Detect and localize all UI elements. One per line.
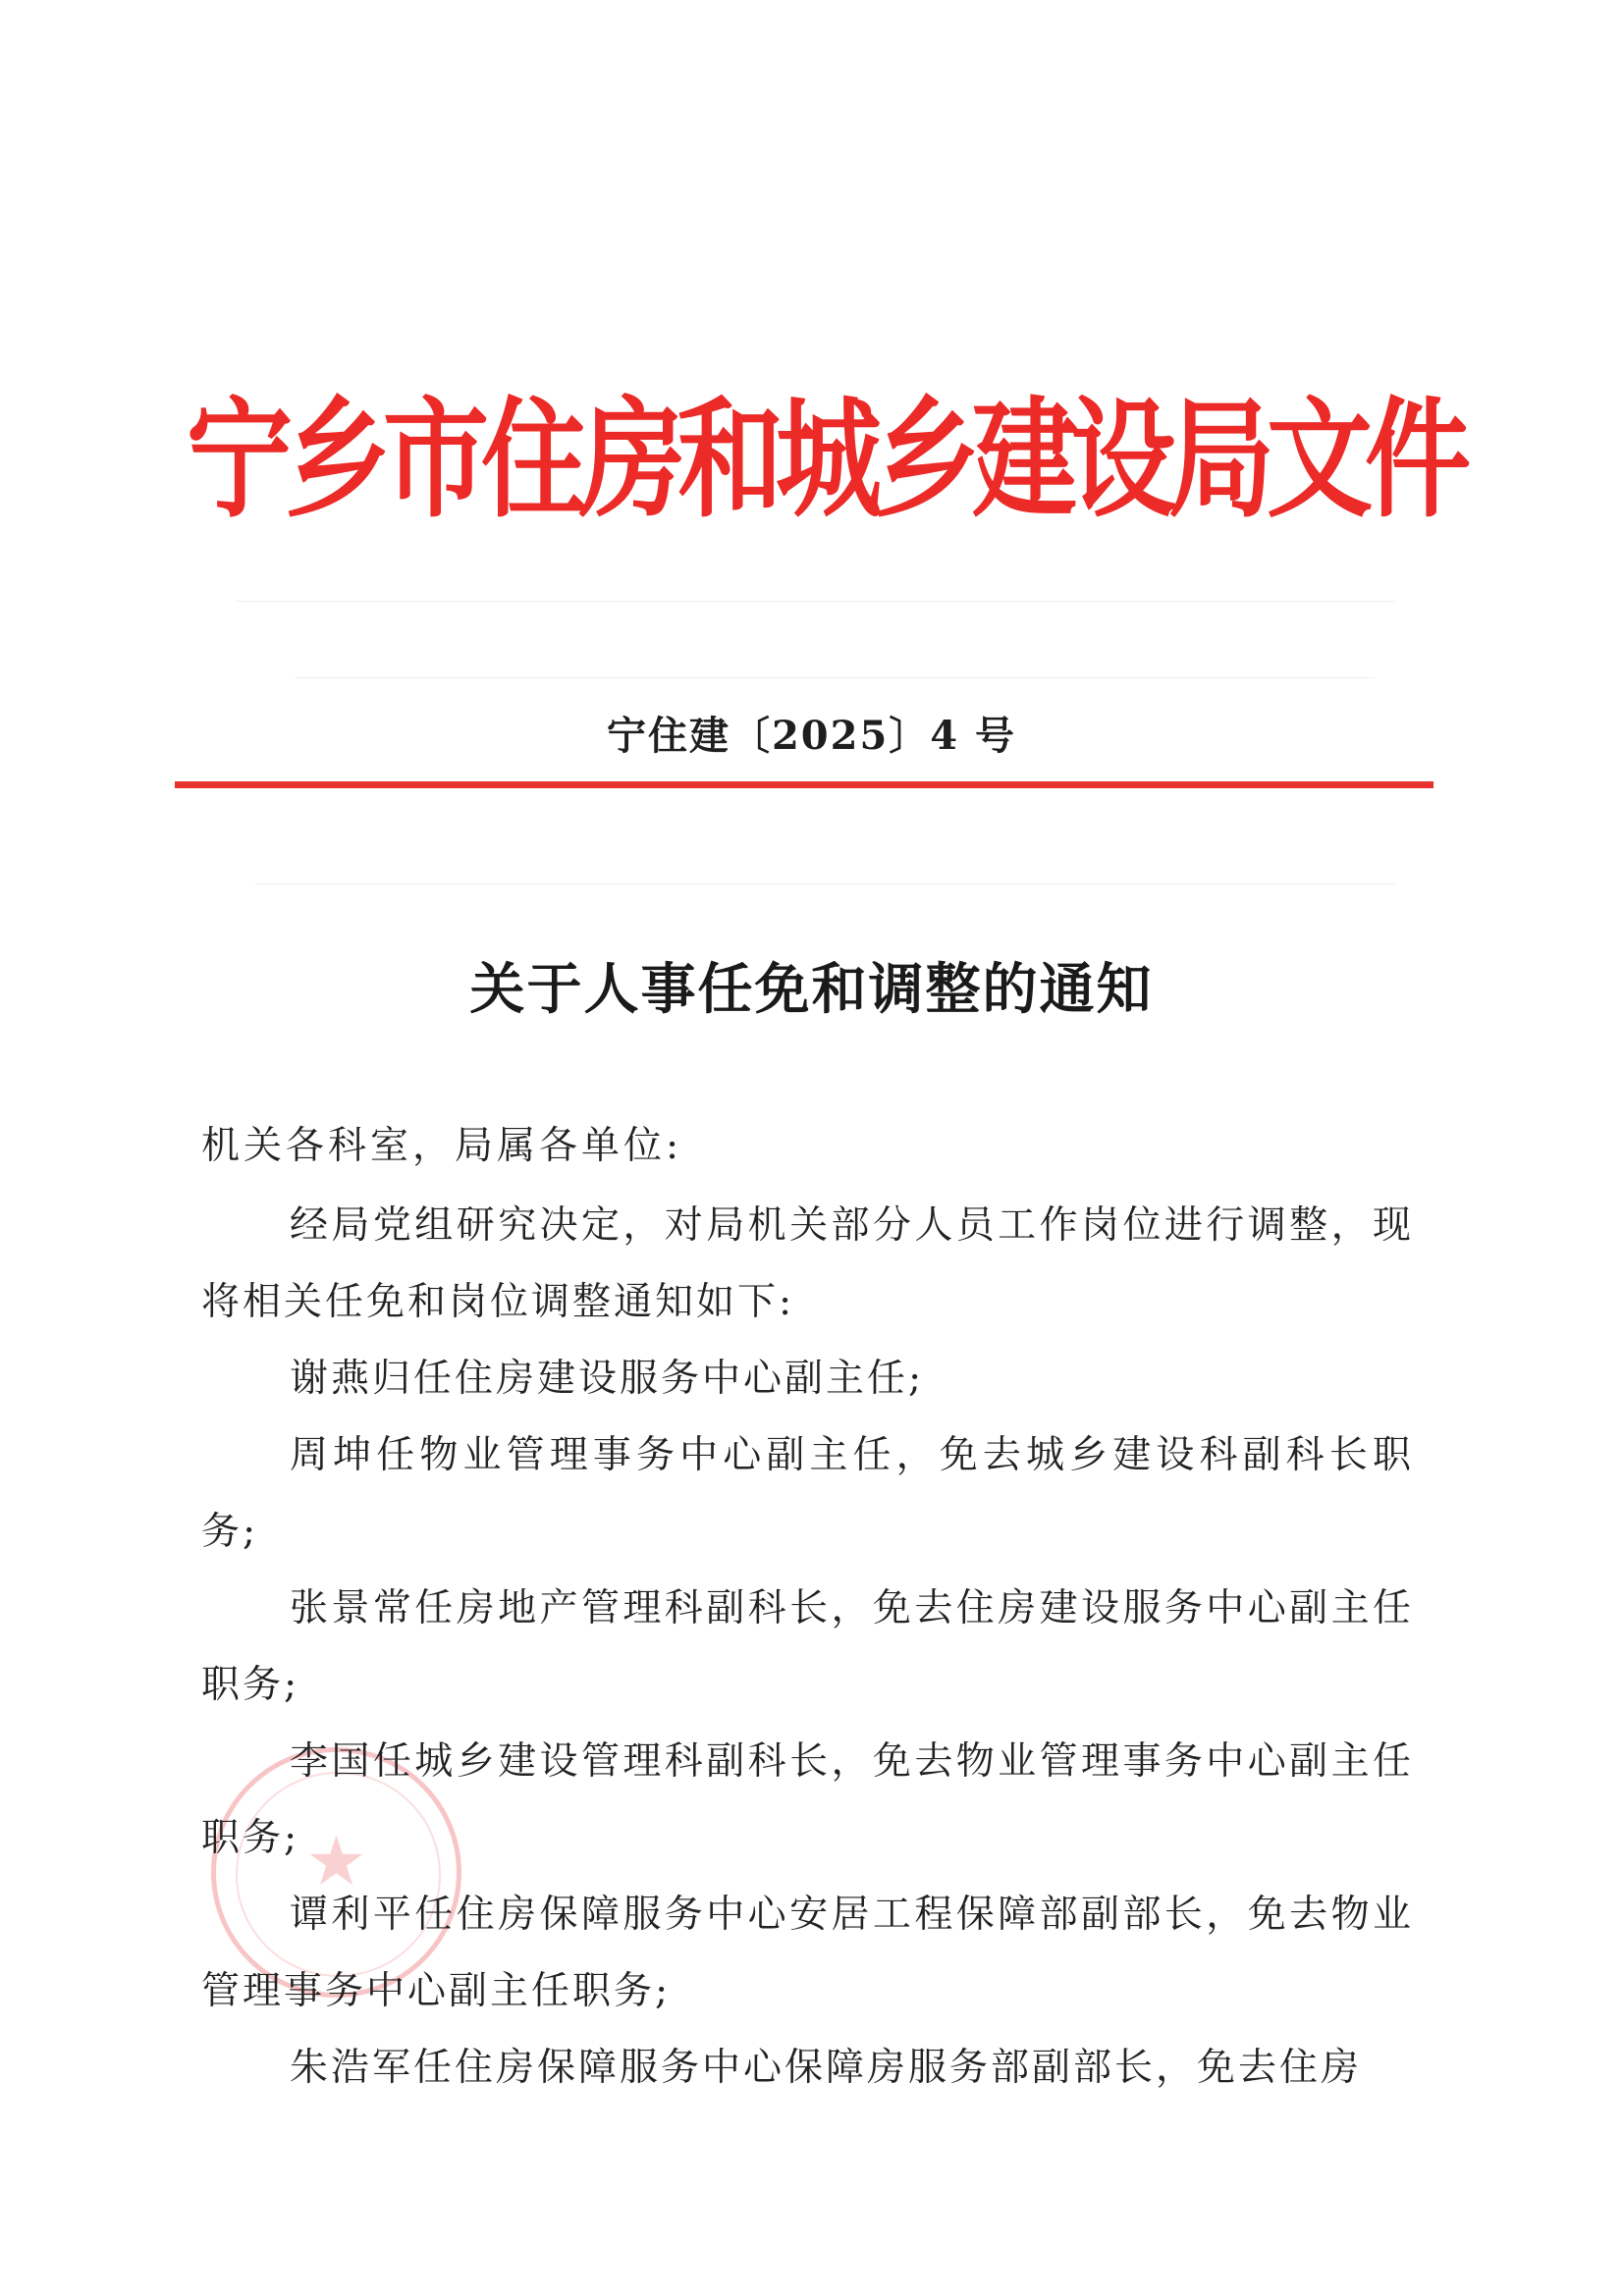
scan-artifact [295,677,1375,678]
document-title: 关于人事任免和调整的通知 [469,957,1154,1022]
scan-artifact [236,601,1394,602]
body-paragraph: 朱浩军任住房保障服务中心保障房服务部副部长，免去住房 [290,2046,1363,2090]
seal-star-icon: ★ [305,1821,367,1901]
body-paragraph: 谢燕归任住房建设服务中心副主任; [290,1357,925,1401]
body-paragraph: 谭利平任住房保障服务中心安居工程保障部副部长，免去物业管理事务中心副主任职务; [201,1893,1414,2013]
document-number: 宁住建〔2025〕4 号 [606,713,1017,759]
body-paragraph: 张景常任房地产管理科副科长，免去住房建设服务中心副主任职务; [201,1586,1414,1707]
red-divider-line [175,781,1434,788]
body-paragraph: 李国任城乡建设管理科副科长，免去物业管理事务中心副主任职务; [201,1739,1414,1860]
scan-artifact [255,883,1394,884]
salutation: 机关各科室，局属各单位: [201,1124,683,1168]
body-paragraph: 经局党组研究决定，对局机关部分人员工作岗位进行调整，现将相关任免和岗位调整通知如下: [201,1203,1414,1324]
issuer-masthead: 宁乡市住房和城乡建设局文件 [187,386,1464,536]
document-body [201,1188,1414,2107]
body-paragraph: 周坤任物业管理事务中心副主任，免去城乡建设科副科长职务; [201,1433,1414,1554]
